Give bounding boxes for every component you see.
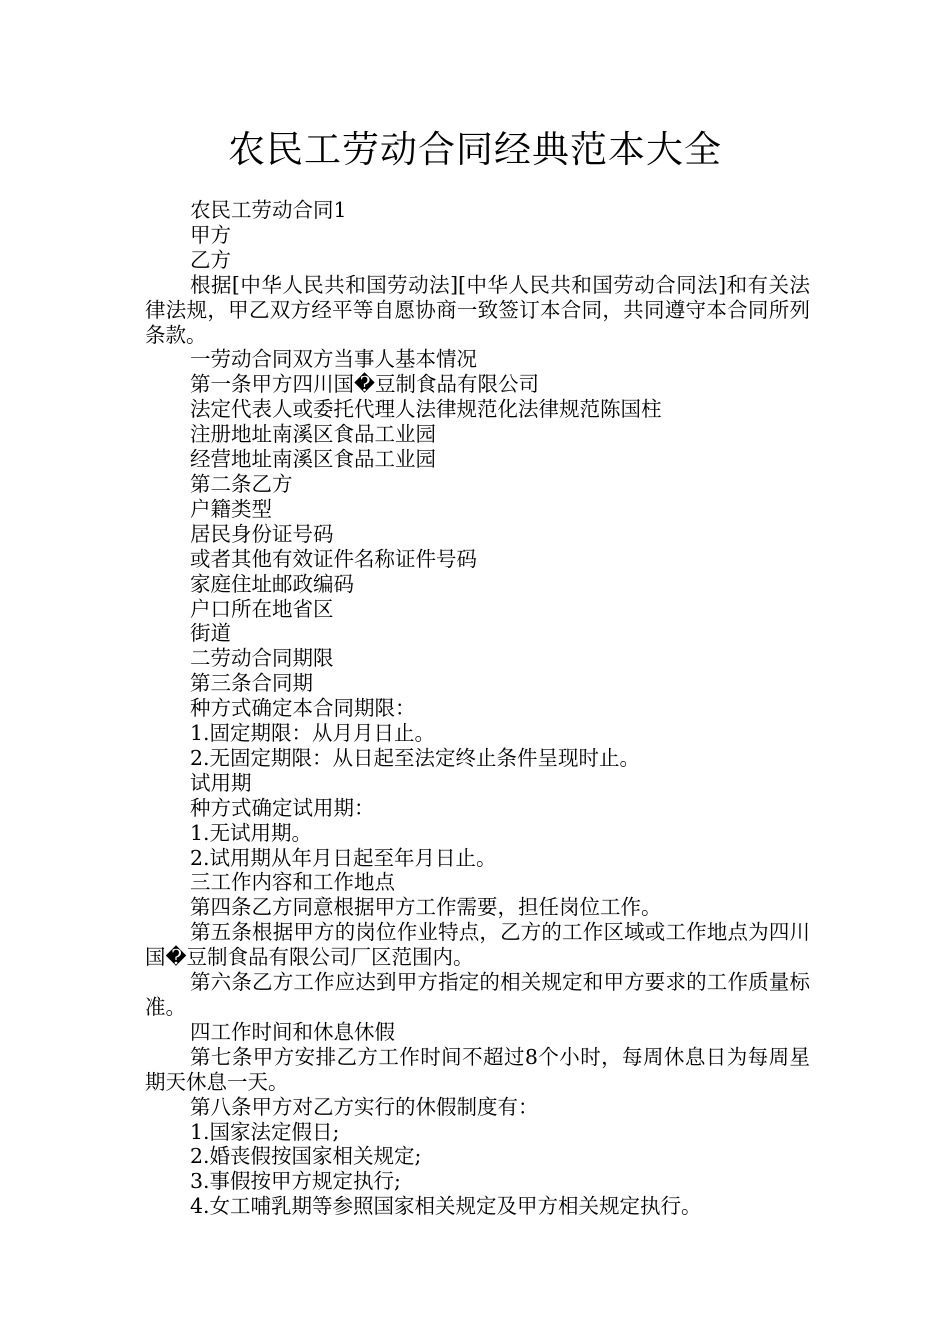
list-item: 1.国家法定假日; [190,1119,340,1144]
body-paragraph: 根据[中华人民共和国劳动法][中华人民共和国劳动合同法]和有关法律法规，甲乙双方经平等自愿协商一致签订本合同，共同遵守本合同所列条款。 [145,272,810,347]
body-paragraph: 户口所在地省区 [190,596,334,621]
body-paragraph: 种方式确定试用期： [190,795,375,820]
body-paragraph: 经营地址南溪区食品工业园 [190,447,436,472]
body-paragraph: 种方式确定本合同期限： [190,696,416,721]
list-item: 3.事假按甲方规定执行; [190,1169,401,1194]
list-item: 1.无试用期。 [190,820,313,845]
body-paragraph: 家庭住址邮政编码 [190,571,354,596]
body-paragraph: 注册地址南溪区食品工业园 [190,422,436,447]
list-item: 1.固定期限：从月月日止。 [190,721,436,746]
body-paragraph: 乙方 [190,247,231,272]
list-item: 2.无固定期限：从日起至法定终止条件呈现时止。 [190,745,641,770]
body-paragraph: 法定代表人或委托代理人法律规范化法律规范陈国柱 [190,397,662,422]
body-paragraph: 户籍类型 [190,496,272,521]
section-heading: 三工作内容和工作地点 [190,870,395,895]
body-paragraph: 甲方 [190,222,231,247]
body-paragraph: 农民工劳动合同1 [190,198,347,222]
body-paragraph: 第三条合同期 [190,671,313,696]
body-paragraph: 第一条甲方四川国�豆制食品有限公司 [190,372,540,397]
section-heading: 一劳动合同双方当事人基本情况 [190,347,477,372]
section-heading: 四工作时间和休息休假 [190,1019,395,1044]
body-paragraph: 居民身份证号码 [190,521,334,546]
body-paragraph: 或者其他有效证件名称证件号码 [190,546,477,571]
list-item: 2.试用期从年月日起至年月日止。 [190,845,497,870]
document-title: 农民工劳动合同经典范本大全 [228,128,722,171]
body-paragraph: 第五条根据甲方的岗位作业特点，乙方的工作区域或工作地点为四川国�豆制食品有限公司厂区范围内。 [145,920,810,970]
body-paragraph: 第八条甲方对乙方实行的休假制度有： [190,1094,539,1119]
body-paragraph: 第七条甲方安排乙方工作时间不超过8个小时，每周休息日为每周星期天休息一天。 [145,1044,810,1094]
section-heading: 二劳动合同期限 [190,646,334,671]
body-paragraph: 第六条乙方工作应达到甲方指定的相关规定和甲方要求的工作质量标准。 [145,970,810,1019]
body-paragraph: 第二条乙方 [190,471,293,496]
body-paragraph: 第四条乙方同意根据甲方工作需要，担任岗位工作。 [190,895,662,920]
document-body [145,198,810,1219]
body-paragraph: 街道 [190,621,231,646]
list-item: 4.女工哺乳期等参照国家相关规定及甲方相关规定执行。 [190,1194,702,1219]
list-item: 2.婚丧假按国家相关规定; [190,1144,422,1169]
body-paragraph: 试用期 [190,770,252,795]
